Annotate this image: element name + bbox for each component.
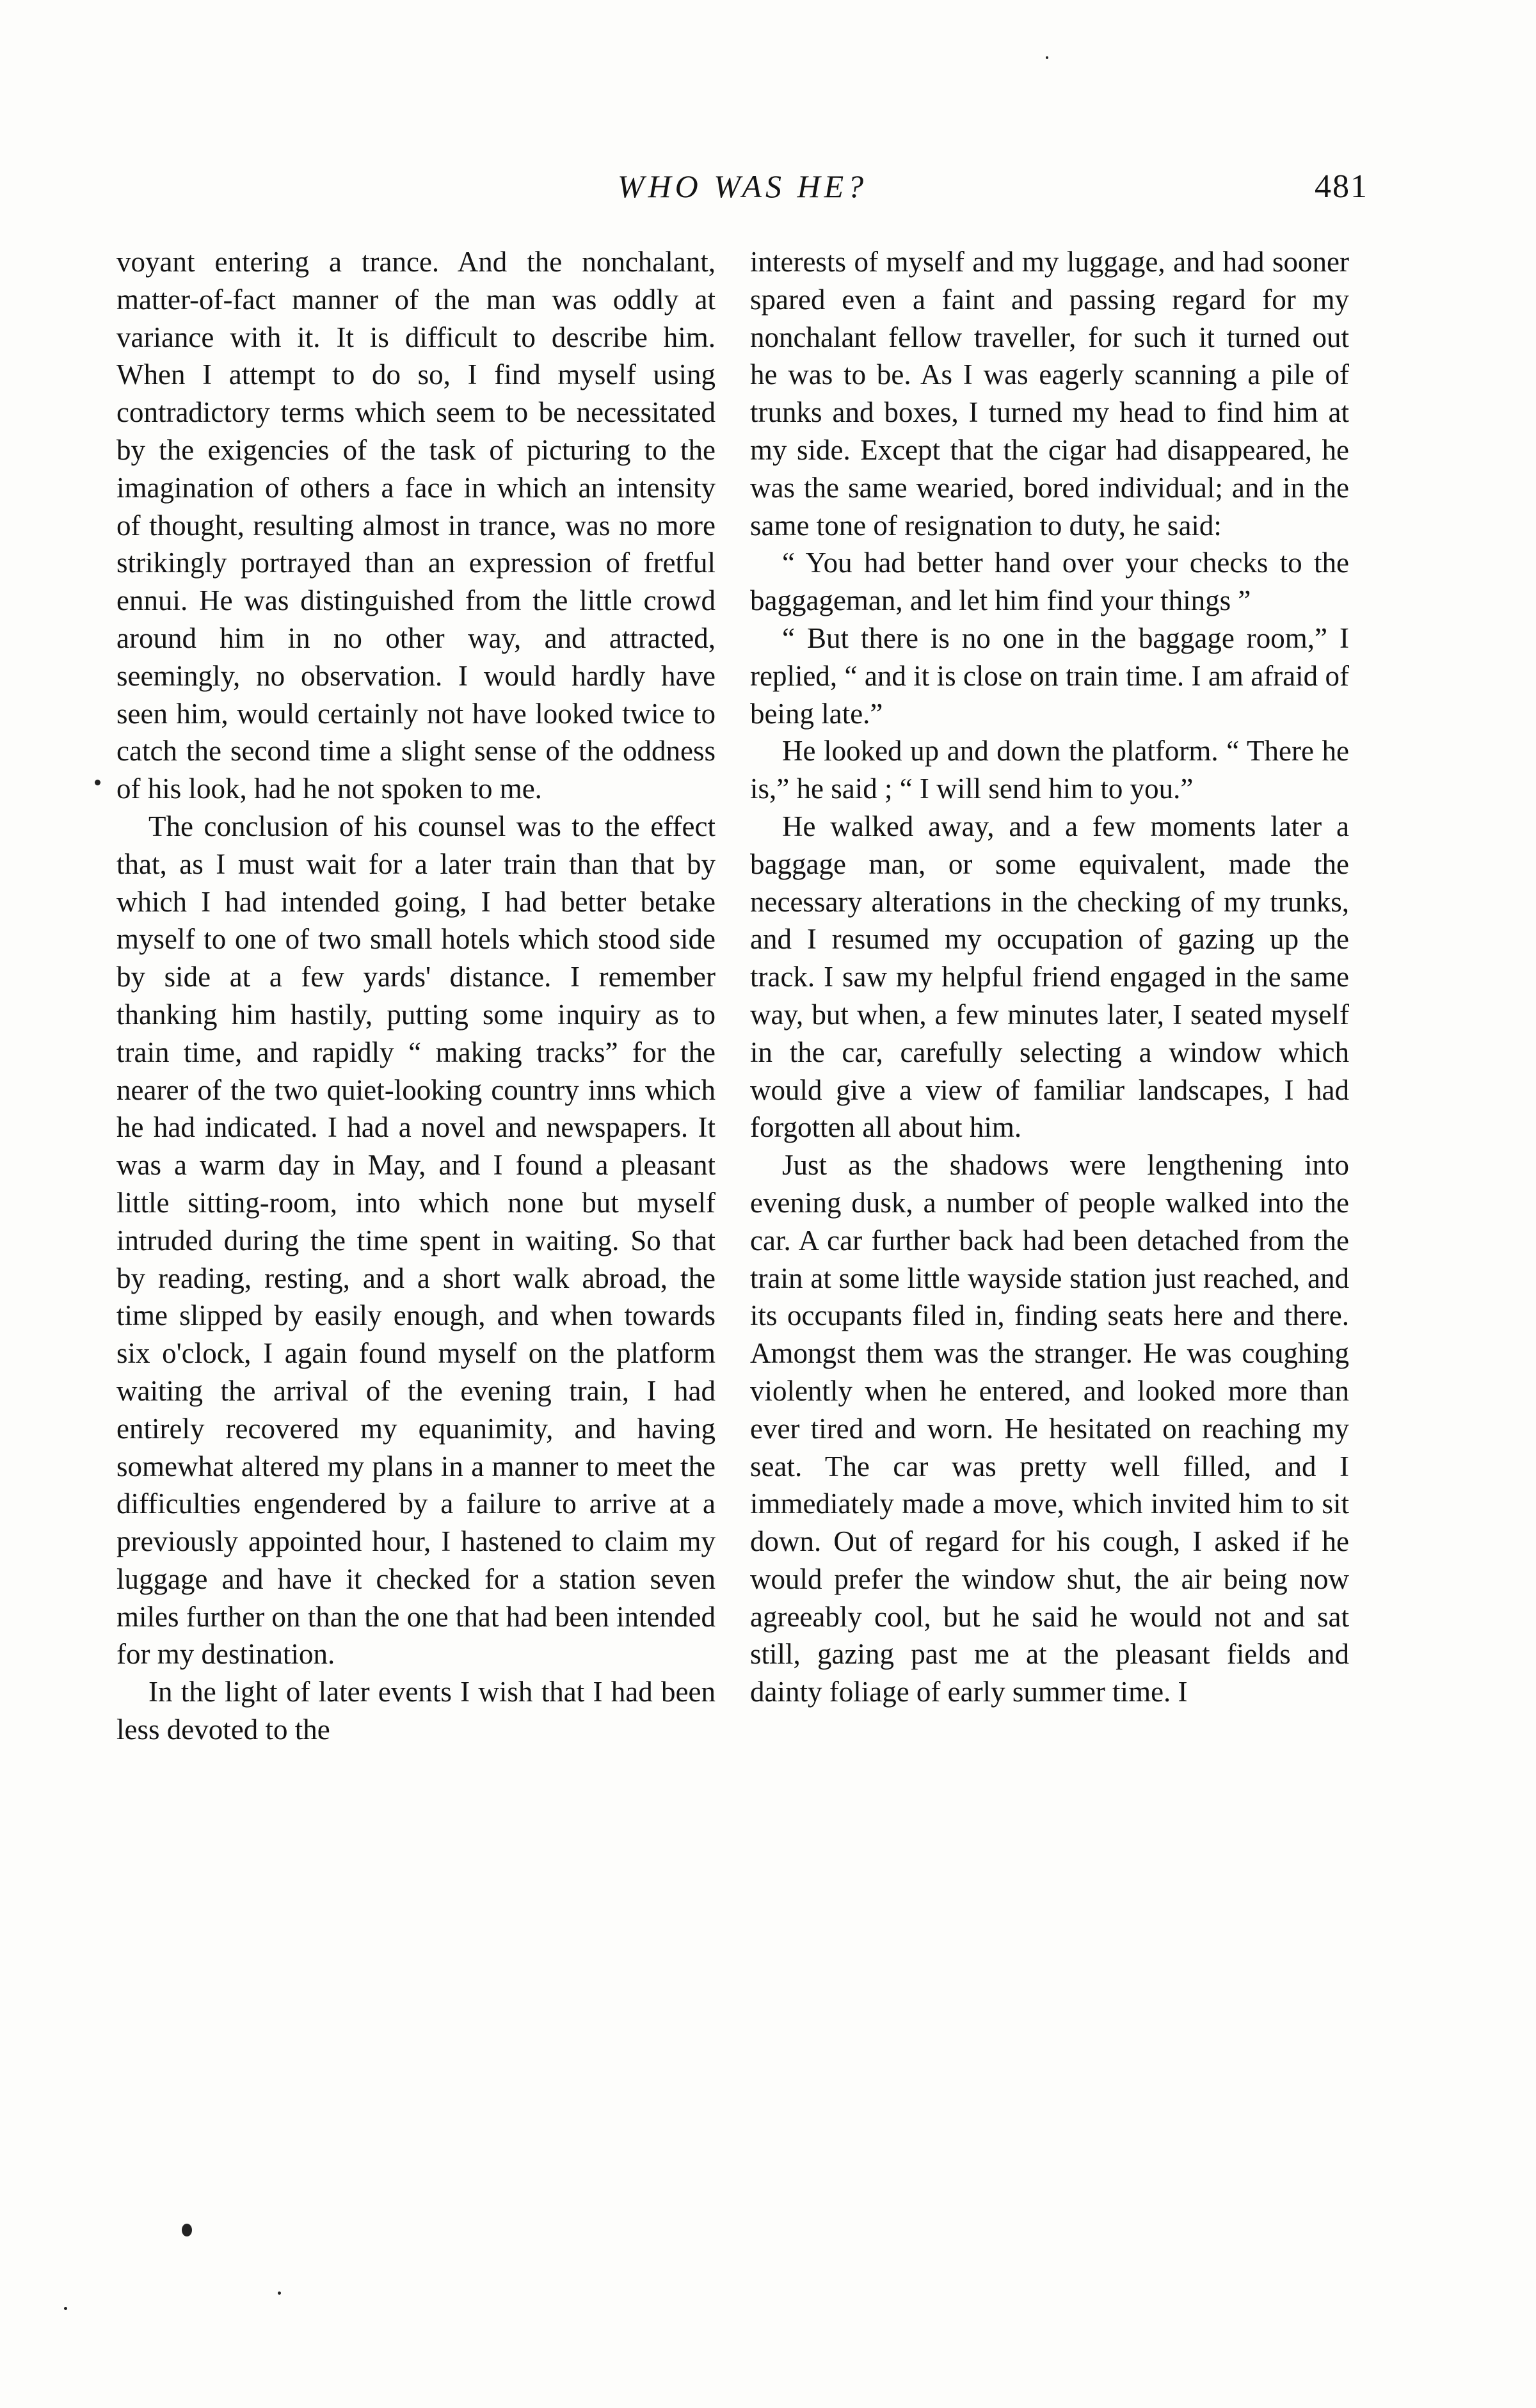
left-column <box>116 243 716 1749</box>
paragraph: The conclusion of his counsel was to the effect that, as I must wait for a later train than that by which I had intended going, I had better betake myself to one of two small hotels which stood side by side at a few yards' distance. I remember thanking him hastily, putting some inquiry as to train time, and rapidly “ making tracks” for the nearer of the two quiet-looking country inns which he had indicated. I had a novel and newspapers. It was a warm day in May, and I found a pleasant little sitting-room, into which none but myself intruded during the time spent in waiting. So that by reading, resting, and a short walk abroad, the time slipped by easily enough, and when towards six o'clock, I again found myself on the platform waiting the arrival of the evening train, I had entirely recovered my equanimity, and having somewhat altered my plans in a manner to meet the difficulties engendered by a failure to arrive at a previously appointed hour, I hastened to claim my luggage and have it checked for a station seven miles further on than the one that had been intended for my destination. <box>116 810 716 1671</box>
paragraph: interests of myself and my luggage, and had sooner spared even a faint and passing regard for my nonchalant fellow traveller, for such it turned out he was to be. As I was eagerly scanning a pile of trunks and boxes, I turned my head to find him at my side. Except that the cigar had disappeared, he was the same wearied, bored individual; and in the same tone of resignation to duty, he said: <box>750 246 1349 542</box>
paragraph: He walked away, and a few moments later a baggage man, or some equivalent, made the necessary alterations in the checking of my trunks, and I resumed my occupation of gazing up the track. I saw my helpful friend engaged in the same way, but when, a few minutes later, I seated myself in the car, carefully selecting a window which would give a view of familiar landscapes, I had forgotten all about him. <box>750 810 1349 1144</box>
page-number: 481 <box>1315 168 1368 205</box>
ink-speck <box>182 2224 192 2236</box>
ink-speck <box>278 2292 281 2295</box>
paragraph: He looked up and down the platform. “ There he is,” he said ; “ I will send him to you.” <box>750 735 1349 805</box>
running-title: WHO WAS HE? <box>617 168 868 204</box>
ink-speck <box>95 780 100 785</box>
paragraph: “ You had better hand over your checks to the baggageman, and let him find your things ” <box>750 547 1349 617</box>
right-column <box>750 243 1349 1711</box>
paragraph: voyant entering a trance. And the nonchalant, matter-of-fact manner of the man was oddly at variance with it. It is difficult to describe him. When I attempt to do so, I find myself using contradictory terms which seem to be necessitated by the exigencies of the task of picturing to the imagination of others a face in which an intensity of thought, resulting almost in trance, was no more strikingly portrayed than an expression of fretful ennui. He was distinguished from the little crowd around him in no other way, and attracted, seemingly, no observation. I would hardly have seen him, would certainly not have looked twice to catch the second time a slight sense of the oddness of his look, had he not spoken to me. <box>116 246 716 805</box>
paragraph: “ But there is no one in the baggage room,” I replied, “ and it is close on train time. I am afraid of being late.” <box>750 622 1349 730</box>
ink-speck <box>64 2307 67 2310</box>
paragraph: In the light of later events I wish that I had been less devoted to the <box>116 1676 716 1746</box>
running-head <box>0 168 1536 219</box>
ink-speck <box>1046 56 1048 59</box>
paragraph: Just as the shadows were lengthening into evening dusk, a number of people walked into the car. A car further back had been detached from the train at some little wayside station just reached, and its occupants filed in, finding seats here and there. Amongst them was the stranger. He was coughing violently when he entered, and looked more than ever tired and worn. He hesitated on reaching my seat. The car was pretty well filled, and I immediately made a move, which invited him to sit down. Out of regard for his cough, I asked if he would prefer the window shut, the air being now agreeably cool, but he said he would not and sat still, gazing past me at the pleasant fields and dainty foliage of early summer time. I <box>750 1149 1349 1708</box>
